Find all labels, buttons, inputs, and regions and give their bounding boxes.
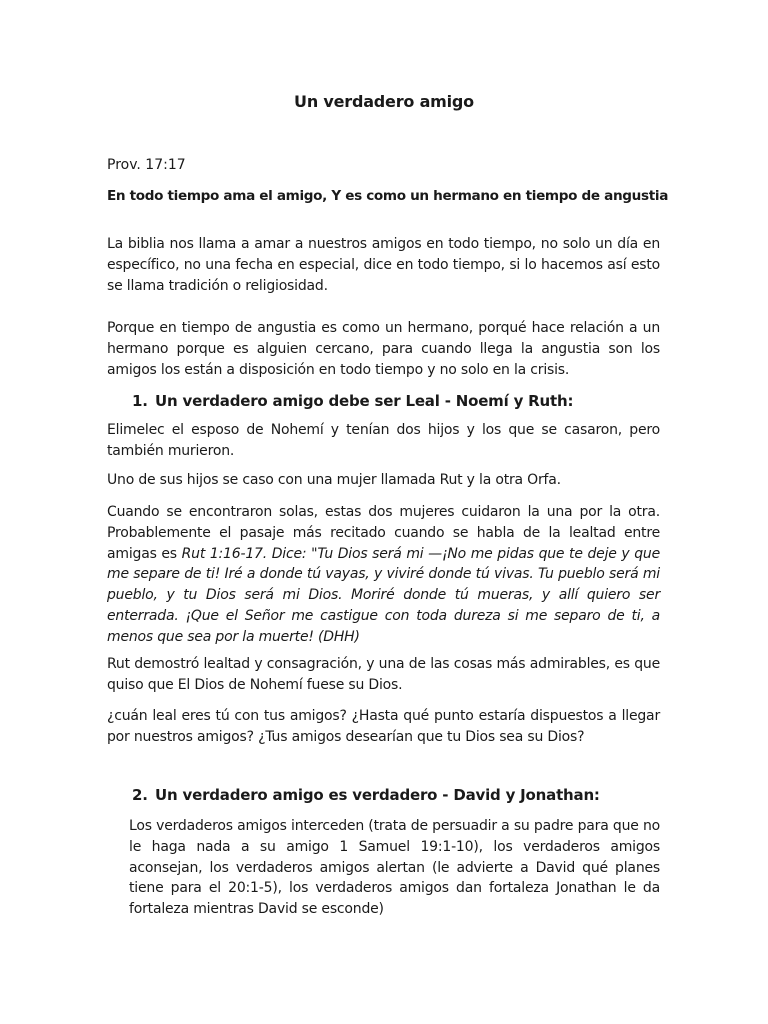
section-2-heading — [132, 786, 600, 804]
section-1-paragraph-2: Uno de sus hijos se caso con una mujer llamada Rut y la otra Orfa. — [107, 472, 561, 488]
intro-paragraph-2: Porque en tiempo de angustia es como un hermano, porqué hace relación a un hermano porque es alguien cercano, para cuando llega la angustia son los amigos los están a disposición en todo tiempo y no solo en la crisis. — [107, 320, 660, 378]
section-1-heading — [132, 392, 573, 410]
intro-paragraph-1: La biblia nos llama a amar a nuestros amigos en todo tiempo, no solo un día en específico, no una fecha en especial, dice en todo tiempo, si lo hacemos así esto se llama tradición o religiosidad. — [107, 236, 660, 294]
section-1-paragraph-4: Rut demostró lealtad y consagración, y una de las cosas más admirables, es que quiso que El Dios de Nohemí fuese su Dios. — [107, 656, 660, 693]
section-1-paragraph-1: Elimelec el esposo de Nohemí y tenían dos hijos y los que se casaron, pero también murieron. — [107, 422, 660, 459]
section-1-paragraph-5: ¿cuán leal eres tú con tus amigos? ¿Hasta qué punto estaría dispuestos a llegar por nuestros amigos? ¿Tus amigos desearían que tu Dios sea su Dios? — [107, 708, 660, 745]
section-1-heading-text: Un verdadero amigo debe ser Leal - Noemí y Ruth: — [155, 392, 574, 410]
section-1-paragraph-3-lead: Cuando se encontraron solas, estas dos mujeres cuidaron la una por la otra. Probablemente el pasaje más recitado cuando se habla de la lealtad entre amigas es — [107, 504, 660, 562]
section-2-heading-text: Un verdadero amigo es verdadero - David y Jonathan: — [155, 786, 600, 804]
section-1-number: 1. — [132, 392, 148, 410]
document-title: Un verdadero amigo — [294, 92, 474, 111]
section-1-paragraph-3 — [107, 502, 660, 648]
scripture-reference: Prov. 17:17 — [107, 157, 186, 173]
scripture-verse: En todo tiempo ama el amigo, Y es como un hermano en tiempo de angustia — [107, 188, 669, 204]
section-2-paragraph-1: Los verdaderos amigos interceden (trata de persuadir a su padre para que no le haga nada a su amigo 1 Samuel 19:1-10), los verdaderos amigos aconsejan, los verdaderos amigos alertan (le advierte a David qué planes tiene para el 20:1-5), los verdaderos amigos dan fortaleza Jonathan le da fortaleza mientras David se esconde) — [129, 818, 660, 918]
section-2-number: 2. — [132, 786, 148, 804]
ruth-quote: Rut 1:16-17. Dice: "Tu Dios será mi —¡No me pidas que te deje y que me separe de ti! Iré a donde tú vayas, y viviré donde tú vivas. Tu pueblo será mi pueblo, y tu Dios será mi Dios. Moriré donde tú mueras, y allí quiero ser enterrada. ¡Que el Señor me castigue con toda dureza si me separo de ti, a menos que sea por la muerte! (DHH) — [107, 545, 660, 645]
